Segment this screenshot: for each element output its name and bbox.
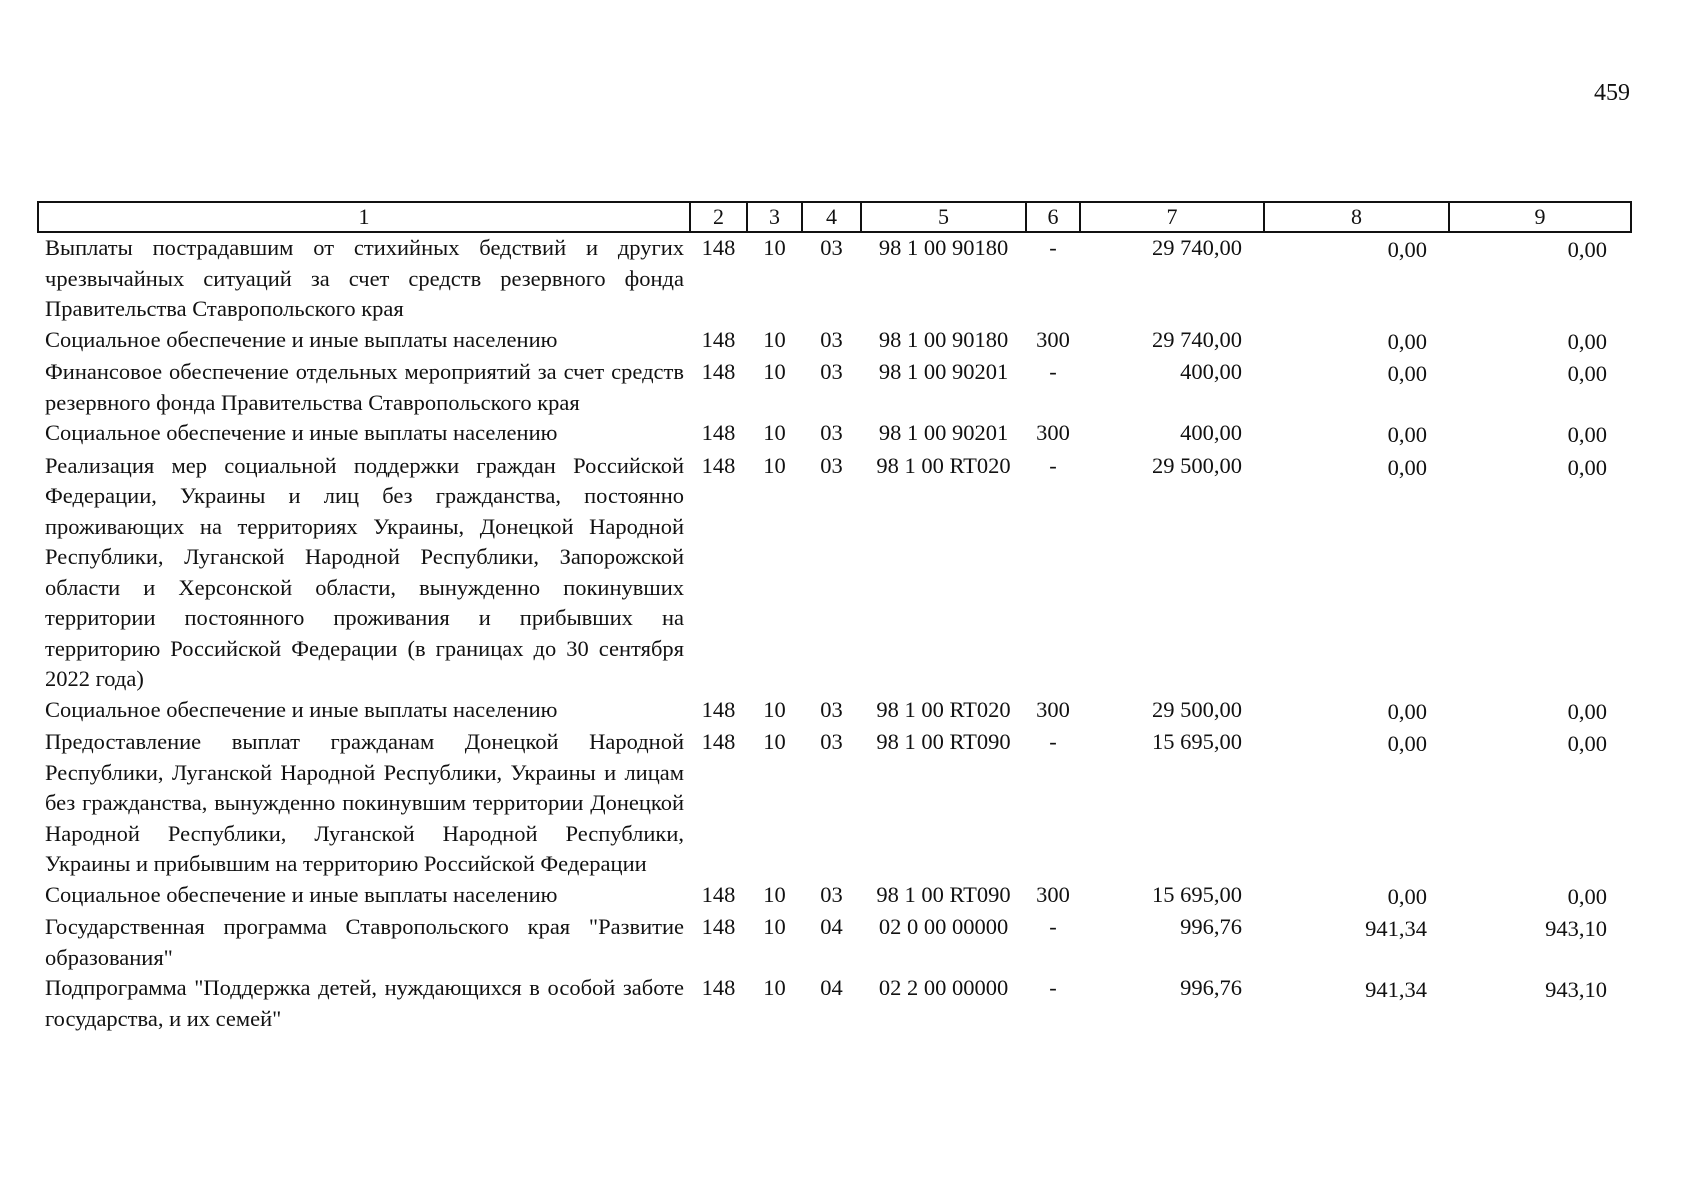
col-4-value: 03: [820, 452, 843, 478]
col-4-value: 04: [820, 975, 843, 1000]
row-name: Выплаты пострадавшим от стихийных бедствий и других чрезвычайных ситуаций за счет средств резервного фонда Правительства Ставропольского края: [45, 235, 684, 321]
col-4-value: 03: [820, 729, 843, 754]
col-9-value: 0,00: [1567, 698, 1607, 724]
col-6-value: -: [1049, 729, 1057, 754]
table-row: [38, 232, 1631, 325]
col-4-value: 03: [820, 881, 843, 907]
col-8-value: 0,00: [1387, 361, 1427, 386]
header-col-5: 5: [861, 202, 1026, 232]
col-5-value: 98 1 00 RT090: [876, 729, 1011, 754]
col-9-value: 0,00: [1567, 422, 1607, 447]
row-name: Социальное обеспечение и иные выплаты населению: [45, 881, 558, 907]
col-2-value: 148: [701, 696, 736, 722]
row-name: Социальное обеспечение и иные выплаты населению: [45, 696, 558, 722]
col-7-value: 400,00: [1180, 359, 1242, 384]
table-row: [38, 727, 1631, 880]
col-3-value: 10: [763, 729, 786, 754]
col-5-value: 98 1 00 90201: [878, 359, 1009, 384]
col-8-value: 0,00: [1387, 454, 1427, 480]
col-2-value: 148: [701, 359, 736, 384]
col-3-value: 10: [763, 452, 786, 478]
col-5-value: 98 1 00 RT020: [876, 452, 1011, 478]
row-name: Социальное обеспечение и иные выплаты населению: [45, 420, 558, 445]
col-6-value: -: [1049, 975, 1057, 1000]
col-2-value: 148: [701, 452, 736, 478]
table-row: [38, 695, 1631, 728]
col-3-value: 10: [763, 881, 786, 907]
col-2-value: 148: [701, 975, 736, 1000]
col-8-value: 941,34: [1365, 916, 1427, 941]
col-3-value: 10: [763, 326, 786, 352]
col-3-value: 10: [763, 235, 786, 260]
col-9-value: 0,00: [1567, 731, 1607, 756]
col-8-value: 0,00: [1387, 237, 1427, 262]
budget-table: [37, 201, 1632, 1034]
col-3-value: 10: [763, 420, 786, 445]
col-6-value: -: [1049, 359, 1057, 384]
row-name: Предоставление выплат гражданам Донецкой Народной Республики, Луганской Народной Республики, Украины и лицам без гражданства, вынужденно покинувшим территории Донецкой Народной Республики, Луганской Народной Республики, Украины и прибывшим на территорию Российской Федерации: [45, 729, 684, 876]
col-5-value: 98 1 00 RT090: [876, 881, 1011, 907]
header-col-2: 2: [690, 202, 747, 232]
col-8-value: 0,00: [1387, 422, 1427, 447]
col-3-value: 10: [763, 359, 786, 384]
col-6-value: -: [1049, 914, 1057, 939]
header-col-6: 6: [1026, 202, 1080, 232]
col-7-value: 29 500,00: [1152, 452, 1242, 478]
col-4-value: 03: [820, 326, 843, 352]
col-5-value: 02 0 00 00000: [878, 914, 1009, 939]
table-row: [38, 325, 1631, 358]
header-row: [38, 202, 1631, 232]
header-col-1: 1: [38, 202, 690, 232]
col-4-value: 03: [820, 359, 843, 384]
col-3-value: 10: [763, 975, 786, 1000]
page-number: 459: [1594, 80, 1630, 106]
col-6-value: 300: [1036, 696, 1070, 722]
row-name: Государственная программа Ставропольского края "Развитие образования": [45, 914, 684, 970]
col-5-value: 98 1 00 RT020: [876, 696, 1011, 722]
col-6-value: 300: [1036, 420, 1070, 445]
row-name: Реализация мер социальной поддержки граждан Российской Федерации, Украины и лиц без гражданства, постоянно проживающих на территориях Украины, Донецкой Народной Республики, Луганской Народной Республики, Запорожской области и Херсонской области, вынужденно покинувших территории постоянного проживания и прибывших на территорию Российской Федерации (в границах до 30 сентября 2022 года): [45, 452, 684, 691]
col-2-value: 148: [701, 326, 736, 352]
table-header: [38, 202, 1631, 232]
col-2-value: 148: [701, 881, 736, 907]
col-7-value: 29 500,00: [1152, 696, 1242, 722]
col-7-value: 996,76: [1180, 914, 1242, 939]
col-9-value: 0,00: [1567, 454, 1607, 480]
table-row: [38, 880, 1631, 913]
col-4-value: 04: [820, 914, 843, 939]
col-9-value: 943,10: [1545, 916, 1607, 941]
col-7-value: 29 740,00: [1152, 235, 1242, 260]
col-5-value: 98 1 00 90180: [878, 326, 1009, 352]
row-name: Социальное обеспечение и иные выплаты населению: [45, 326, 558, 352]
col-2-value: 148: [701, 235, 736, 260]
table-row: [38, 973, 1631, 1034]
col-7-value: 996,76: [1180, 975, 1242, 1000]
col-6-value: 300: [1036, 326, 1070, 352]
header-col-3: 3: [747, 202, 802, 232]
col-7-value: 15 695,00: [1152, 729, 1242, 754]
col-4-value: 03: [820, 235, 843, 260]
col-9-value: 0,00: [1567, 237, 1607, 262]
col-9-value: 0,00: [1567, 328, 1607, 354]
col-3-value: 10: [763, 914, 786, 939]
col-9-value: 0,00: [1567, 361, 1607, 386]
col-6-value: -: [1049, 452, 1057, 478]
header-col-4: 4: [802, 202, 861, 232]
table-row: [38, 418, 1631, 451]
col-5-value: 98 1 00 90201: [878, 420, 1009, 445]
header-col-7: 7: [1080, 202, 1264, 232]
col-5-value: 98 1 00 90180: [878, 235, 1009, 260]
col-4-value: 03: [820, 696, 843, 722]
col-8-value: 0,00: [1387, 883, 1427, 909]
col-6-value: -: [1049, 235, 1057, 260]
col-9-value: 0,00: [1567, 883, 1607, 909]
col-2-value: 148: [701, 420, 736, 445]
col-8-value: 0,00: [1387, 698, 1427, 724]
col-2-value: 148: [701, 914, 736, 939]
col-8-value: 941,34: [1365, 977, 1427, 1002]
table-body: [38, 232, 1631, 1034]
header-col-8: 8: [1264, 202, 1449, 232]
table-row: [38, 912, 1631, 973]
budget-table-wrapper: [37, 201, 1630, 1034]
table-row: [38, 451, 1631, 695]
col-8-value: 0,00: [1387, 328, 1427, 354]
col-6-value: 300: [1036, 881, 1070, 907]
col-5-value: 02 2 00 00000: [878, 975, 1009, 1000]
row-name: Финансовое обеспечение отдельных мероприятий за счет средств резервного фонда Правительства Ставропольского края: [45, 359, 684, 415]
col-4-value: 03: [820, 420, 843, 445]
col-3-value: 10: [763, 696, 786, 722]
col-7-value: 29 740,00: [1152, 326, 1242, 352]
col-2-value: 148: [701, 729, 736, 754]
row-name: Подпрограмма "Поддержка детей, нуждающихся в особой заботе государства, и их семей": [45, 975, 684, 1031]
header-col-9: 9: [1449, 202, 1631, 232]
col-8-value: 0,00: [1387, 731, 1427, 756]
col-7-value: 400,00: [1180, 420, 1242, 445]
table-row: [38, 357, 1631, 418]
col-7-value: 15 695,00: [1152, 881, 1242, 907]
col-9-value: 943,10: [1545, 977, 1607, 1002]
